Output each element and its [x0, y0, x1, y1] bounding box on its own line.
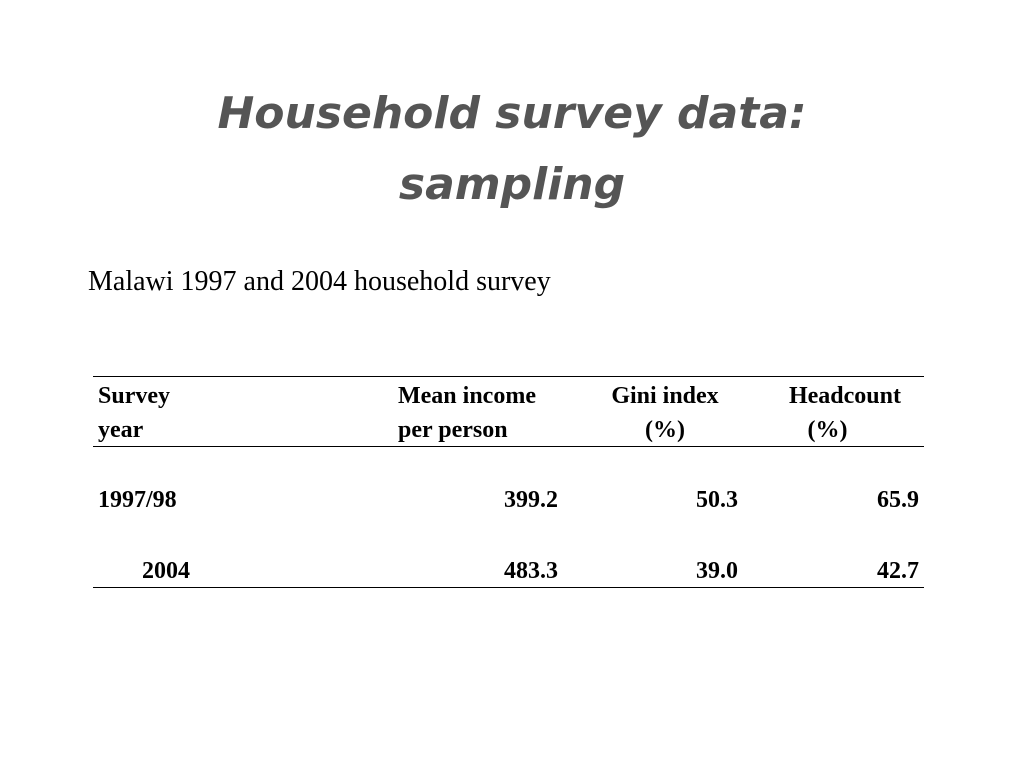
header-survey-year-line-2: year [98, 417, 144, 443]
table-top-rule [93, 376, 924, 377]
header-headcount-line-1: Headcount [788, 383, 901, 409]
slide-title-line-1: Household survey data: [217, 88, 807, 139]
header-headcount-line-2: (%) [807, 417, 848, 443]
slide-subtitle: Malawi 1997 and 2004 household survey [88, 266, 551, 297]
row-headcount: 42.7 [877, 558, 919, 584]
row-survey-year: 2004 [142, 558, 190, 584]
table-header-rule [93, 446, 924, 447]
slide-title-line-2: sampling [398, 159, 626, 210]
header-mean-income-line-1: Mean income [398, 383, 536, 409]
row-mean-income: 483.3 [504, 558, 558, 584]
row-survey-year: 1997/98 [98, 487, 177, 513]
header-survey-year-line-1: Survey [98, 383, 170, 409]
row-gini-index: 50.3 [696, 487, 738, 513]
table-bottom-rule [93, 587, 924, 588]
row-headcount: 65.9 [877, 487, 919, 513]
row-gini-index: 39.0 [696, 558, 738, 584]
header-gini-index-line-2: (%) [645, 417, 685, 443]
header-mean-income-line-2: per person [398, 417, 508, 443]
header-gini-index-line-1: Gini index [611, 383, 719, 409]
slide-title [112, 78, 912, 220]
row-mean-income: 399.2 [504, 487, 558, 513]
